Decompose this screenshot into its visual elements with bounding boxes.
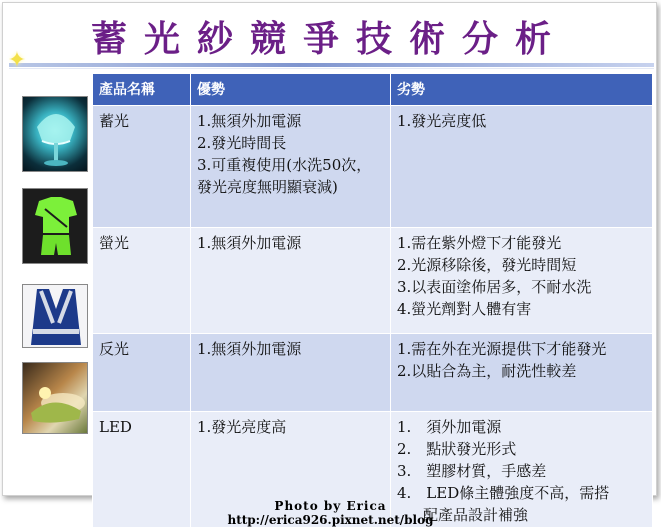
table-row bbox=[93, 334, 653, 412]
disadvantage-item: 1.需在外在光源提供下才能發光 bbox=[397, 340, 607, 358]
advantage-item: 1.無須外加電源 bbox=[197, 234, 302, 252]
fluorescent-clothing-image bbox=[22, 188, 88, 264]
advantages-cell bbox=[191, 228, 391, 334]
disadvantage-item: 3.以表面塗佈居多，不耐水洗 bbox=[397, 278, 592, 296]
advantages-cell bbox=[191, 334, 391, 412]
disadvantage-item: 1. 須外加電源 bbox=[397, 418, 502, 436]
table-row bbox=[93, 228, 653, 334]
product-name: LED bbox=[93, 412, 191, 527]
reflective-vest-image bbox=[22, 284, 88, 348]
header-product-name: 產品名稱 bbox=[93, 74, 191, 106]
disadvantage-item: 4.螢光劑對人體有害 bbox=[397, 300, 532, 318]
disadvantage-item-continued: 配產品設計補強 bbox=[423, 506, 529, 524]
title-divider-shadow bbox=[9, 68, 654, 69]
slide-title: 蓄光紗競爭技術分析 bbox=[90, 18, 568, 60]
disadvantage-item: 4. LED條主體強度不高，需搭 bbox=[397, 484, 610, 502]
sparkle-icon: ✦ bbox=[7, 48, 27, 73]
disadvantage-item: 1.發光亮度低 bbox=[397, 112, 487, 130]
glow-lamp-image bbox=[22, 96, 88, 172]
header-advantages: 優勢 bbox=[191, 74, 391, 106]
header-disadvantages: 劣勢 bbox=[391, 74, 653, 106]
title-divider bbox=[9, 63, 654, 67]
comparison-table bbox=[92, 73, 653, 527]
disadvantage-item: 2.光源移除後，發光時間短 bbox=[397, 256, 577, 274]
disadvantages-cell bbox=[391, 106, 653, 228]
blog-url: http://erica926.pixnet.net/blog bbox=[227, 513, 434, 527]
advantage-item: 1.無須外加電源 bbox=[197, 112, 302, 130]
disadvantages-cell bbox=[391, 334, 653, 412]
advantage-item: 發光亮度無明顯衰減) bbox=[197, 178, 338, 196]
advantage-item: 1.發光亮度高 bbox=[197, 418, 287, 436]
product-name: 反光 bbox=[93, 334, 191, 412]
disadvantage-item: 2. 點狀發光形式 bbox=[397, 440, 517, 458]
disadvantage-item: 3. 塑膠材質，手感差 bbox=[397, 462, 547, 480]
disadvantage-item: 1.需在紫外燈下才能發光 bbox=[397, 234, 562, 252]
led-shoe-image bbox=[22, 362, 88, 434]
advantage-item: 1.無須外加電源 bbox=[197, 340, 302, 358]
disadvantage-item: 2.以貼合為主，耐洗性較差 bbox=[397, 362, 577, 380]
photo-credit: Photo by Erica bbox=[274, 499, 387, 513]
advantages-cell bbox=[191, 106, 391, 228]
table-header-row bbox=[93, 74, 653, 106]
product-name: 蓄光 bbox=[93, 106, 191, 228]
table-row bbox=[93, 106, 653, 228]
advantage-item: 2.發光時間長 bbox=[197, 134, 287, 152]
advantage-item: 3.可重複使用(水洗50次， bbox=[197, 156, 372, 174]
product-name: 螢光 bbox=[93, 228, 191, 334]
disadvantages-cell bbox=[391, 228, 653, 334]
